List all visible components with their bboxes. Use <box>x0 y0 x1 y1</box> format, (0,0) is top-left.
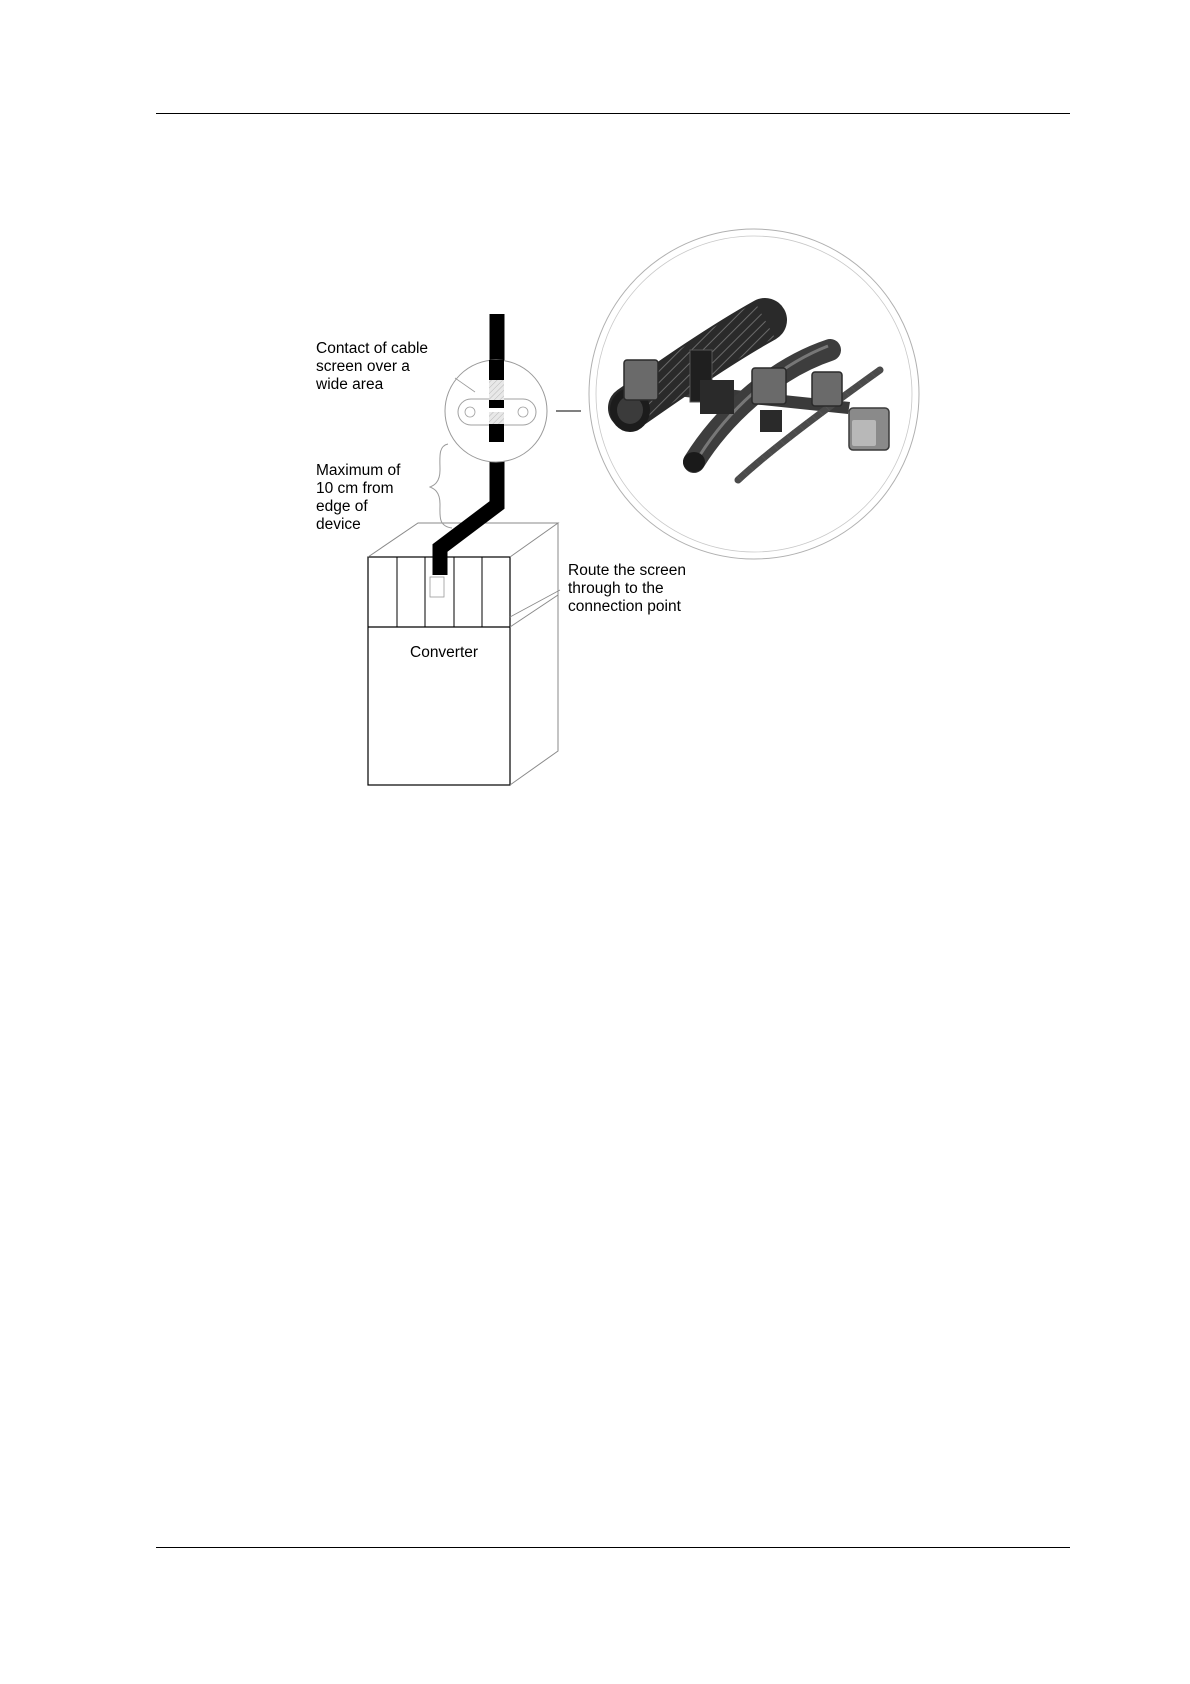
label-line: connection point <box>568 598 681 615</box>
label-line: device <box>316 516 361 533</box>
label-line: screen over a <box>316 358 410 375</box>
route-leader-line <box>510 590 560 617</box>
label-line: through to the <box>568 580 664 597</box>
label-converter: Converter <box>410 644 479 661</box>
clamp-photo-detail <box>589 229 919 559</box>
label-maximum-distance <box>316 462 400 534</box>
label-line: Contact of cable <box>316 340 429 357</box>
distance-brace <box>430 444 452 528</box>
label-line: Route the screen <box>568 562 687 579</box>
label-contact-cable-screen <box>316 340 428 394</box>
label-line: 10 cm from <box>316 480 394 497</box>
label-line: edge of <box>316 498 368 515</box>
label-line: wide area <box>316 376 384 393</box>
clamp-detail-circle <box>445 360 547 462</box>
label-line: Maximum of <box>316 462 401 479</box>
label-route-screen <box>568 562 686 616</box>
